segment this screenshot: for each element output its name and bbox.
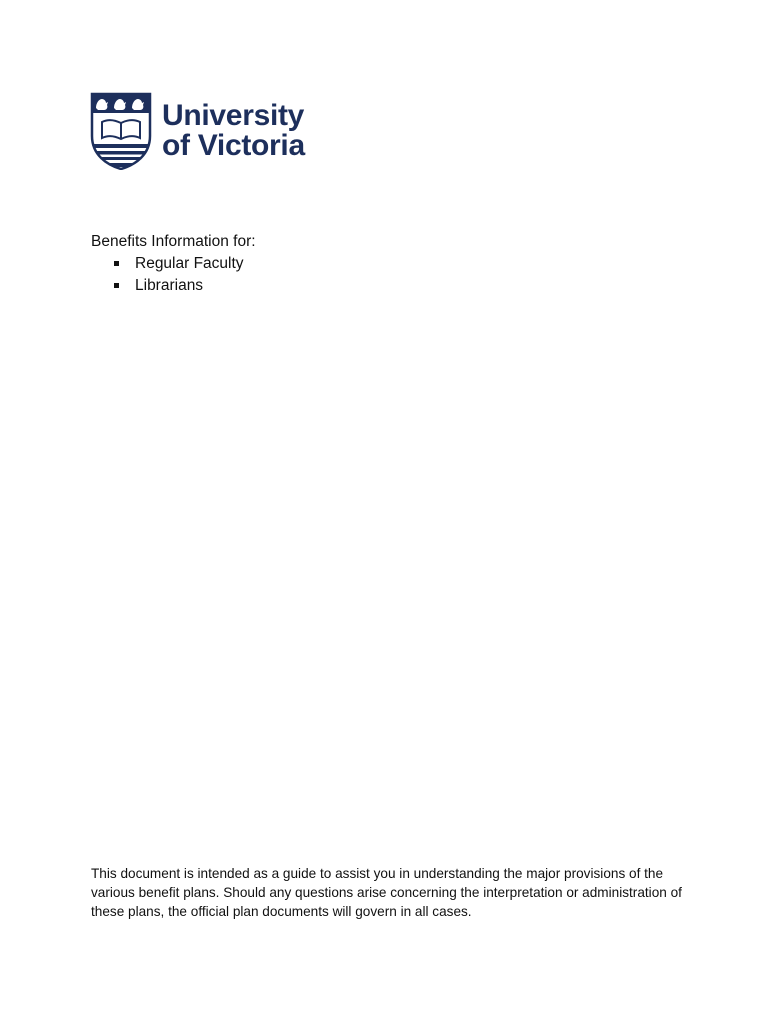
wordmark-line-1: University xyxy=(162,99,305,132)
list-item-label: Librarians xyxy=(135,277,204,294)
list-item-label: Regular Faculty xyxy=(135,255,244,272)
benefits-list xyxy=(91,253,256,297)
disclaimer-text: This document is intended as a guide to assist you in understanding the major provisions of the various benefit plans. Should any questions arise concerning the interpretation or administration of these plans, the official plan documents will govern in all cases. xyxy=(91,866,682,919)
list-item xyxy=(91,253,256,275)
university-crest-icon xyxy=(90,92,152,170)
wordmark-line-2: of Victoria xyxy=(162,129,305,162)
bullet-icon xyxy=(114,261,119,266)
benefits-section xyxy=(91,231,256,297)
list-item xyxy=(91,275,256,297)
benefits-heading: Benefits Information for: xyxy=(91,233,256,250)
university-logo xyxy=(90,92,305,170)
bullet-icon xyxy=(114,283,119,288)
university-wordmark xyxy=(162,101,305,161)
